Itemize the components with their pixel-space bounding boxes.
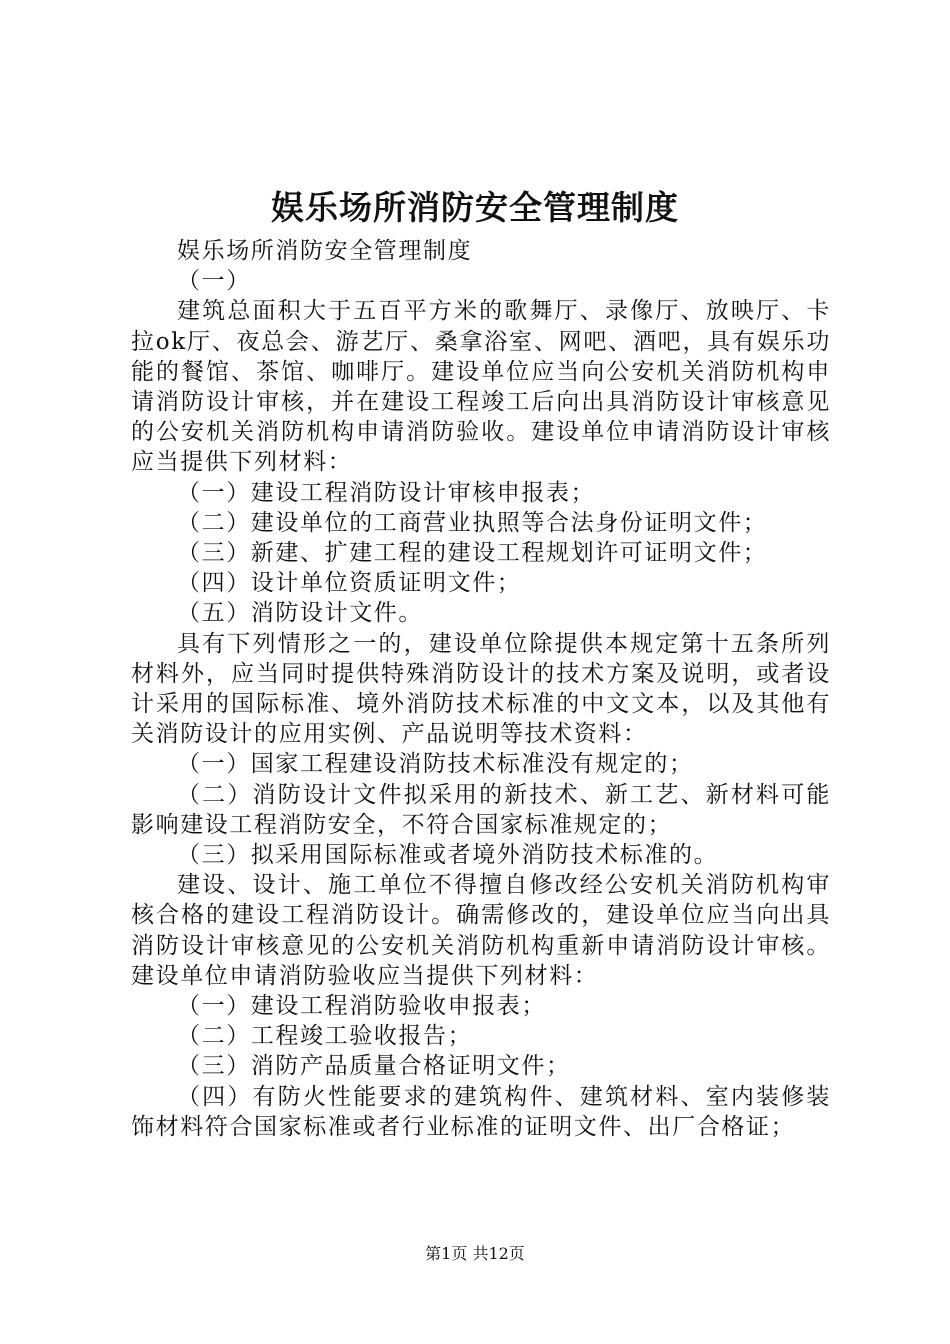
paragraph-subtitle: 娱乐场所消防安全管理制度 [177, 238, 473, 264]
list-item-design-1: （一）建设工程消防设计审核申报表； [177, 479, 596, 506]
list-item-acceptance-3: （三）消防产品质量合格证明文件； [177, 1053, 571, 1080]
list-item-acceptance-4: （四）有防火性能要求的建筑构件、建筑材料、室内装修装饰材料符合国家标准或者行业标准的证明文件、出厂合格证； [131, 1083, 831, 1140]
list-item-design-2: （二）建设单位的工商营业执照等合法身份证明文件； [177, 509, 768, 536]
paragraph-scope: 建筑总面积大于五百平方米的歌舞厅、录像厅、放映厅、卡拉ok厅、夜总会、游艺厅、桑拿浴室、网吧、酒吧，具有娱乐功能的餐馆、茶馆、咖啡厅。建设单位应当向公安机关消防机构申请消防设计审核，并在建设工程竣工后向出具消防设计审核意见的公安机关消防机构申请消防验收。建设单位申请消防设计审核应当提供下列材料： [131, 298, 831, 476]
paragraph-special-cases: 具有下列情形之一的，建设单位除提供本规定第十五条所列材料外，应当同时提供特殊消防设计的技术方案及说明，或者设计采用的国际标准、境外消防技术标准的中文文本，以及其他有关消防设计的应用实例、产品说明等技术资料： [131, 630, 831, 748]
paragraph-modification: 建设、设计、施工单位不得擅自修改经公安机关消防机构审核合格的建设工程消防设计。确需修改的，建设单位应当向出具消防设计审核意见的公安机关消防机构重新申请消防设计审核。建设单位申请消防验收应当提供下列材料： [131, 872, 831, 989]
list-item-design-4: （四）设计单位资质证明文件； [177, 570, 522, 597]
list-item-special-2: （二）消防设计文件拟采用的新技术、新工艺、新材料可能影响建设工程消防安全，不符合国家标准规定的； [131, 781, 831, 838]
list-item-acceptance-2: （二）工程竣工验收报告； [177, 1023, 473, 1050]
document-body [131, 236, 831, 1142]
list-item-special-1: （一）国家工程建设消防技术标准没有规定的； [177, 751, 694, 778]
list-item-design-5: （五）消防设计文件。 [177, 600, 423, 627]
document-title: 娱乐场所消防安全管理制度 [271, 188, 679, 227]
paragraph-section-marker: （一） [177, 268, 251, 295]
list-item-special-3: （三）拟采用国际标准或者境外消防技术标准的。 [177, 842, 719, 869]
list-item-acceptance-1: （一）建设工程消防验收申报表； [177, 993, 546, 1020]
list-item-design-3: （三）新建、扩建工程的建设工程规划许可证明文件； [177, 540, 768, 567]
page-number-footer: 第1页 共12页 [425, 1244, 525, 1263]
